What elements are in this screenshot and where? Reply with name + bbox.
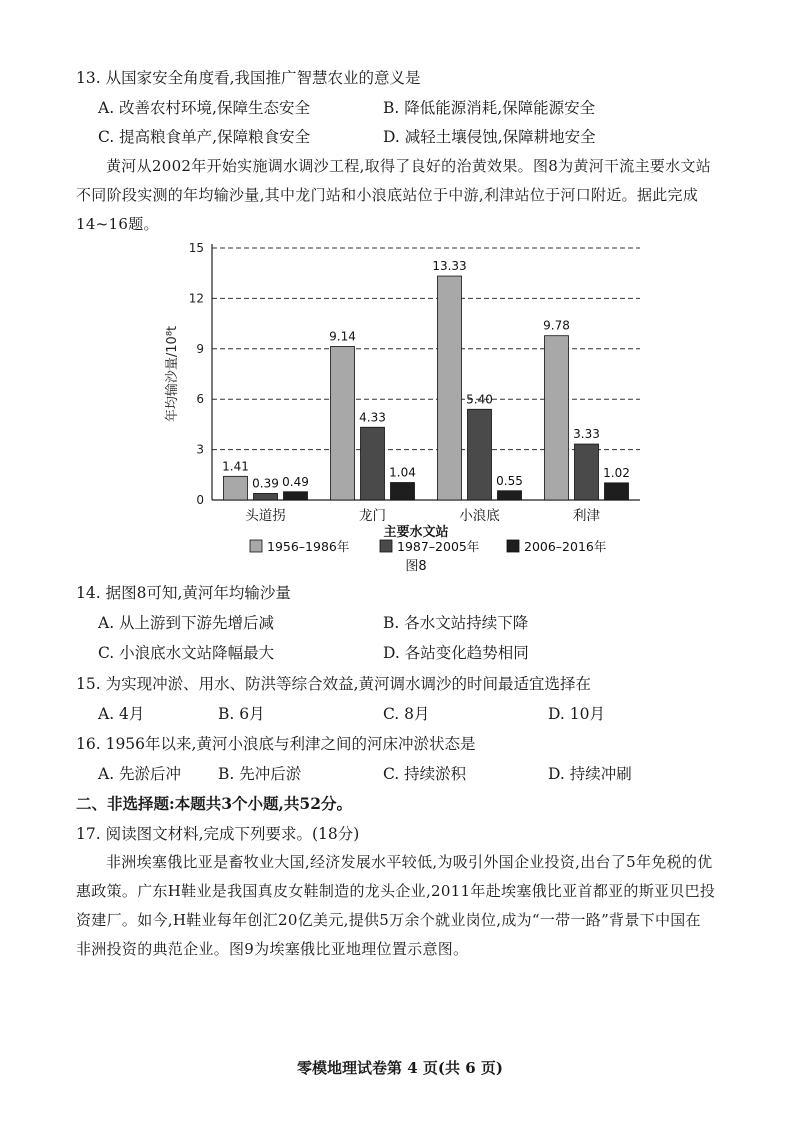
q16-option-c: C. 持续淤积 — [383, 765, 467, 783]
x-category-label: 头道拐 — [245, 508, 286, 524]
bar — [438, 276, 462, 500]
bar-value-label: 1.04 — [389, 465, 416, 480]
bar — [545, 336, 569, 500]
q16-option-a: A. 先淤后冲 — [98, 765, 182, 783]
bar-value-label: 4.33 — [359, 410, 386, 425]
q13-option-d: D. 减轻土壤侵蚀,保障耕地安全 — [383, 128, 596, 146]
bar — [254, 493, 278, 500]
bar-value-label: 0.49 — [282, 474, 309, 489]
bar-value-label: 3.33 — [573, 427, 600, 442]
bar — [331, 346, 355, 500]
legend-swatch — [380, 540, 392, 552]
legend-label: 2006–2016年 — [524, 539, 607, 554]
y-tick-label: 0 — [196, 493, 204, 507]
y-tick-label: 3 — [196, 442, 204, 457]
q13-stem: 13. 从国家安全角度看,我国推广智慧农业的意义是 — [76, 69, 421, 87]
q14-option-a: A. 从上游到下游先增后减 — [98, 614, 275, 632]
q17-stem: 17. 阅读图文材料,完成下列要求。(18分) — [76, 825, 360, 843]
y-tick-label: 6 — [196, 392, 204, 407]
q15-option-a: A. 4月 — [98, 705, 145, 723]
bar — [284, 492, 308, 500]
q15-option-b: B. 6月 — [218, 705, 265, 723]
section-2-heading: 二、非选择题:本题共3个小题,共52分。 — [76, 794, 352, 813]
bar-value-label: 1.02 — [603, 465, 630, 480]
bar-value-label: 5.40 — [466, 392, 493, 407]
q15-stem: 15. 为实现冲淤、用水、防洪等综合效益,黄河调水调沙的时间最适宜选择在 — [76, 675, 592, 693]
q16-option-d: D. 持续冲刷 — [548, 765, 632, 783]
intro-14-16: 黄河从2002年开始实施调水调沙工程,取得了良好的治黄效果。图8为黄河干流主要水文站不同阶段实测的年均输沙量,其中龙门站和小浪底站位于中游,利津站位于河口附近。据此完成14~16题。 — [76, 157, 712, 233]
bar-value-label: 0.55 — [496, 473, 523, 488]
figure-caption: 图8 — [405, 559, 427, 574]
y-tick-label: 15 — [188, 241, 204, 255]
q13-option-b: B. 降低能源消耗,保障能源安全 — [383, 99, 596, 117]
x-category-label: 小浪底 — [459, 508, 500, 524]
bar-value-label: 9.14 — [329, 329, 356, 344]
x-axis-label: 主要水文站 — [383, 525, 449, 540]
q14-option-c: C. 小浪底水文站降幅最大 — [98, 644, 275, 662]
legend-swatch — [250, 540, 262, 552]
q15-option-d: D. 10月 — [548, 705, 605, 723]
bar-value-label: 0.39 — [252, 476, 279, 491]
q13-option-c: C. 提高粮食单产,保障粮食安全 — [98, 128, 311, 146]
x-category-label: 利津 — [573, 508, 600, 524]
y-axis-label: 年均输沙量/10⁸t — [165, 325, 180, 423]
legend-label: 1956–1986年 — [267, 539, 350, 554]
bar — [575, 444, 599, 500]
bar — [361, 427, 385, 500]
bar — [391, 483, 415, 500]
bar — [468, 409, 492, 500]
page-footer: 零模地理试卷第 4 页(共 6 页) — [297, 1059, 503, 1077]
bar — [605, 483, 629, 500]
q14-option-b: B. 各水文站持续下降 — [383, 614, 529, 632]
bar-value-label: 9.78 — [543, 318, 570, 333]
legend-label: 1987–2005年 — [397, 539, 480, 554]
q15-option-c: C. 8月 — [383, 705, 430, 723]
sediment-bar-chart — [150, 232, 650, 577]
bar — [224, 476, 248, 500]
legend-swatch — [507, 540, 519, 552]
q14-stem: 14. 据图8可知,黄河年均输沙量 — [76, 584, 291, 602]
q13-option-a: A. 改善农村环境,保障生态安全 — [98, 99, 310, 117]
x-category-label: 龙门 — [359, 508, 386, 524]
q16-option-b: B. 先冲后淤 — [218, 765, 302, 783]
q17-material: 非洲埃塞俄比亚是畜牧业大国,经济发展水平较低,为吸引外国企业投资,出台了5年免税的优惠政策。广东H鞋业是我国真皮女鞋制造的龙头企业,2011年赴埃塞俄比亚首都亚的斯亚贝巴投资建厂。如今,H鞋业每年创汇20亿美元,提供5万余个就业岗位,成为“一带一路”背景下中国在非洲投资的典范企业。图9为埃塞俄比亚地理位置示意图。 — [76, 853, 716, 958]
bar — [498, 491, 522, 500]
y-tick-label: 9 — [196, 341, 204, 356]
bar-value-label: 1.41 — [222, 459, 249, 474]
y-tick-label: 12 — [188, 291, 204, 306]
bar-value-label: 13.33 — [432, 259, 467, 274]
q16-stem: 16. 1956年以来,黄河小浪底与利津之间的河床冲淤状态是 — [76, 735, 476, 753]
q14-option-d: D. 各站变化趋势相同 — [383, 644, 529, 662]
